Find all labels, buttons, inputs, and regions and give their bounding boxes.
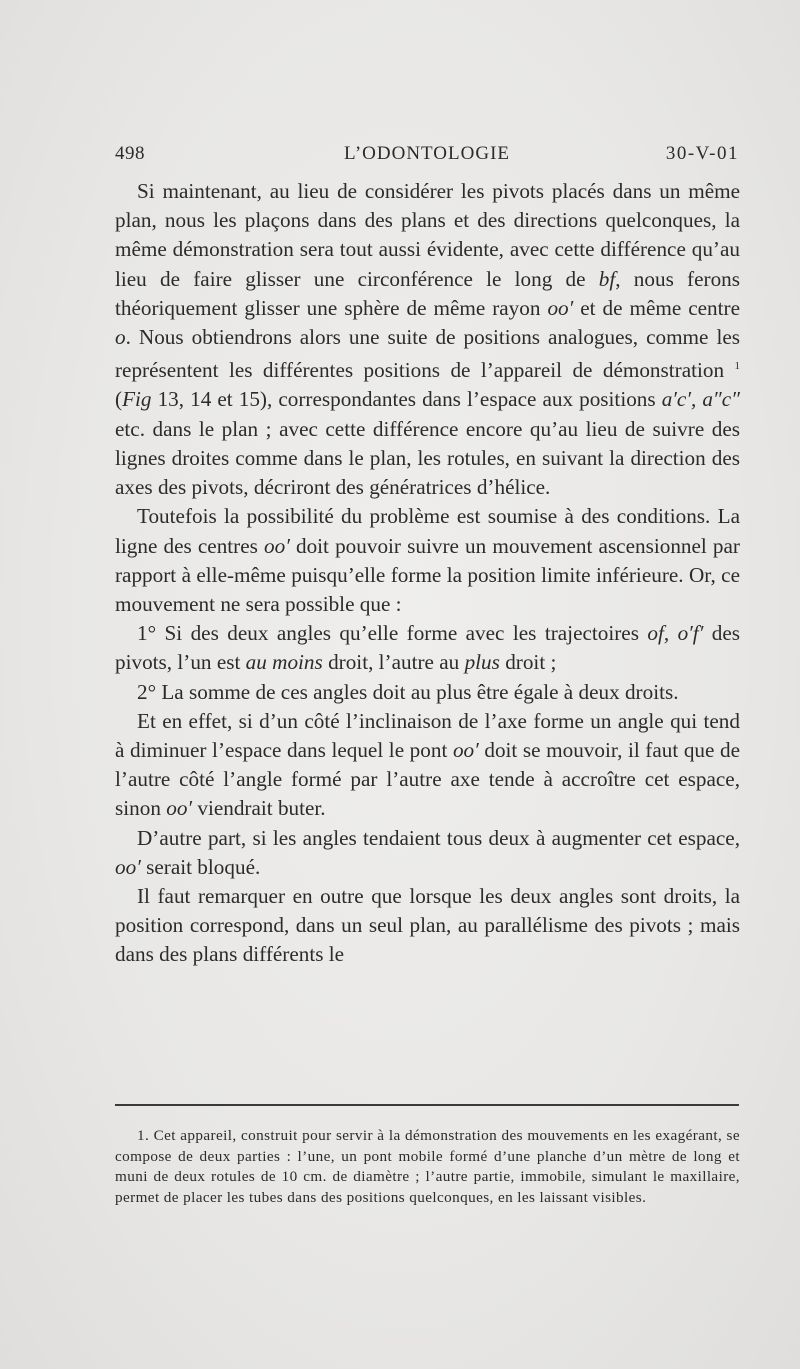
paragraph-3: 1° Si des deux angles qu’elle forme avec les trajectoires of, o′f′ des pivots, l’un est au moins droit, l’autre au plus droit ; <box>115 621 740 675</box>
paragraph-6: D’autre part, si les angles tendaient tous deux à augmenter cet espace, oo′ serait bloqué. <box>115 825 740 879</box>
journal-title: L’ODONTOLOGIE <box>343 143 511 164</box>
paragraph-1: Si maintenant, au lieu de considérer les pivots placés dans un même plan, nous les plaçons dans des plans et des directions quelconques, la même démonstration sera tout aussi évidente, avec cette différence qu’au lieu de faire glisser une circonférence le long de bf, nous ferons théoriquement glisser une sphère de même rayon oo′ et de même centre o. Nous obtiendrons alors une suite de positions analogues, comme les représentent les différentes positions de l’appareil de démonstration $^1$ (Fig 13, 14 et 15), correspondantes dans l’espace aux positions a′c′, a″c″ etc. dans le plan ; avec cette différence encore qu’au lieu de suivre des lignes droites comme dans le plan, les rotules, en suivant la direction des axes des pivots, décriront des génératrices d’hélice. <box>115 179 741 500</box>
page-number: 498 <box>115 143 145 164</box>
paragraph-7: Il faut remarquer en outre que lorsque les deux angles sont droits, la position correspond, dans un seul plan, au parallélisme des pivots ; mais dans des plans différents le <box>115 883 740 967</box>
paragraph-2: Toutefois la possibilité du problème est soumise à des conditions. La ligne des centres oo′ doit pouvoir suivre un mouvement ascensionnel par rapport à elle-même puisqu’elle forme la position limite inférieure. Or, ce mouvement ne sera possible que : <box>115 504 740 616</box>
paragraph-4: 2° La somme de ces angles doit au plus être égale à deux droits. <box>137 679 679 704</box>
footnote <box>115 1126 740 1208</box>
paragraph-5: Et en effet, si d’un côté l’inclinaison de l’axe forme un angle qui tend à diminuer l’espace dans lequel le pont oo′ doit se mouvoir, il faut que de l’autre côté l’angle formé par l’autre axe tende à accroître cet espace, sinon oo′ viendrait buter. <box>115 708 740 821</box>
footnote-reference: 1 <box>734 360 740 373</box>
running-header <box>115 143 739 171</box>
footnote-text: 1. Cet appareil, construit pour servir à la démonstration des mouvements en les exagérant, se compose de deux parties : l’une, un pont mobile formé d’une planche d’un mètre de long et muni de deux rotules de 10 cm. de diamètre ; l’autre partie, immobile, simulant le maxillaire, permet de placer les tubes dans des positions quelconques, en les laissant visibles. <box>115 1127 740 1206</box>
footnote-divider <box>115 1104 739 1106</box>
body-text <box>115 177 740 970</box>
issue-date: 30-V-01 <box>665 143 739 164</box>
